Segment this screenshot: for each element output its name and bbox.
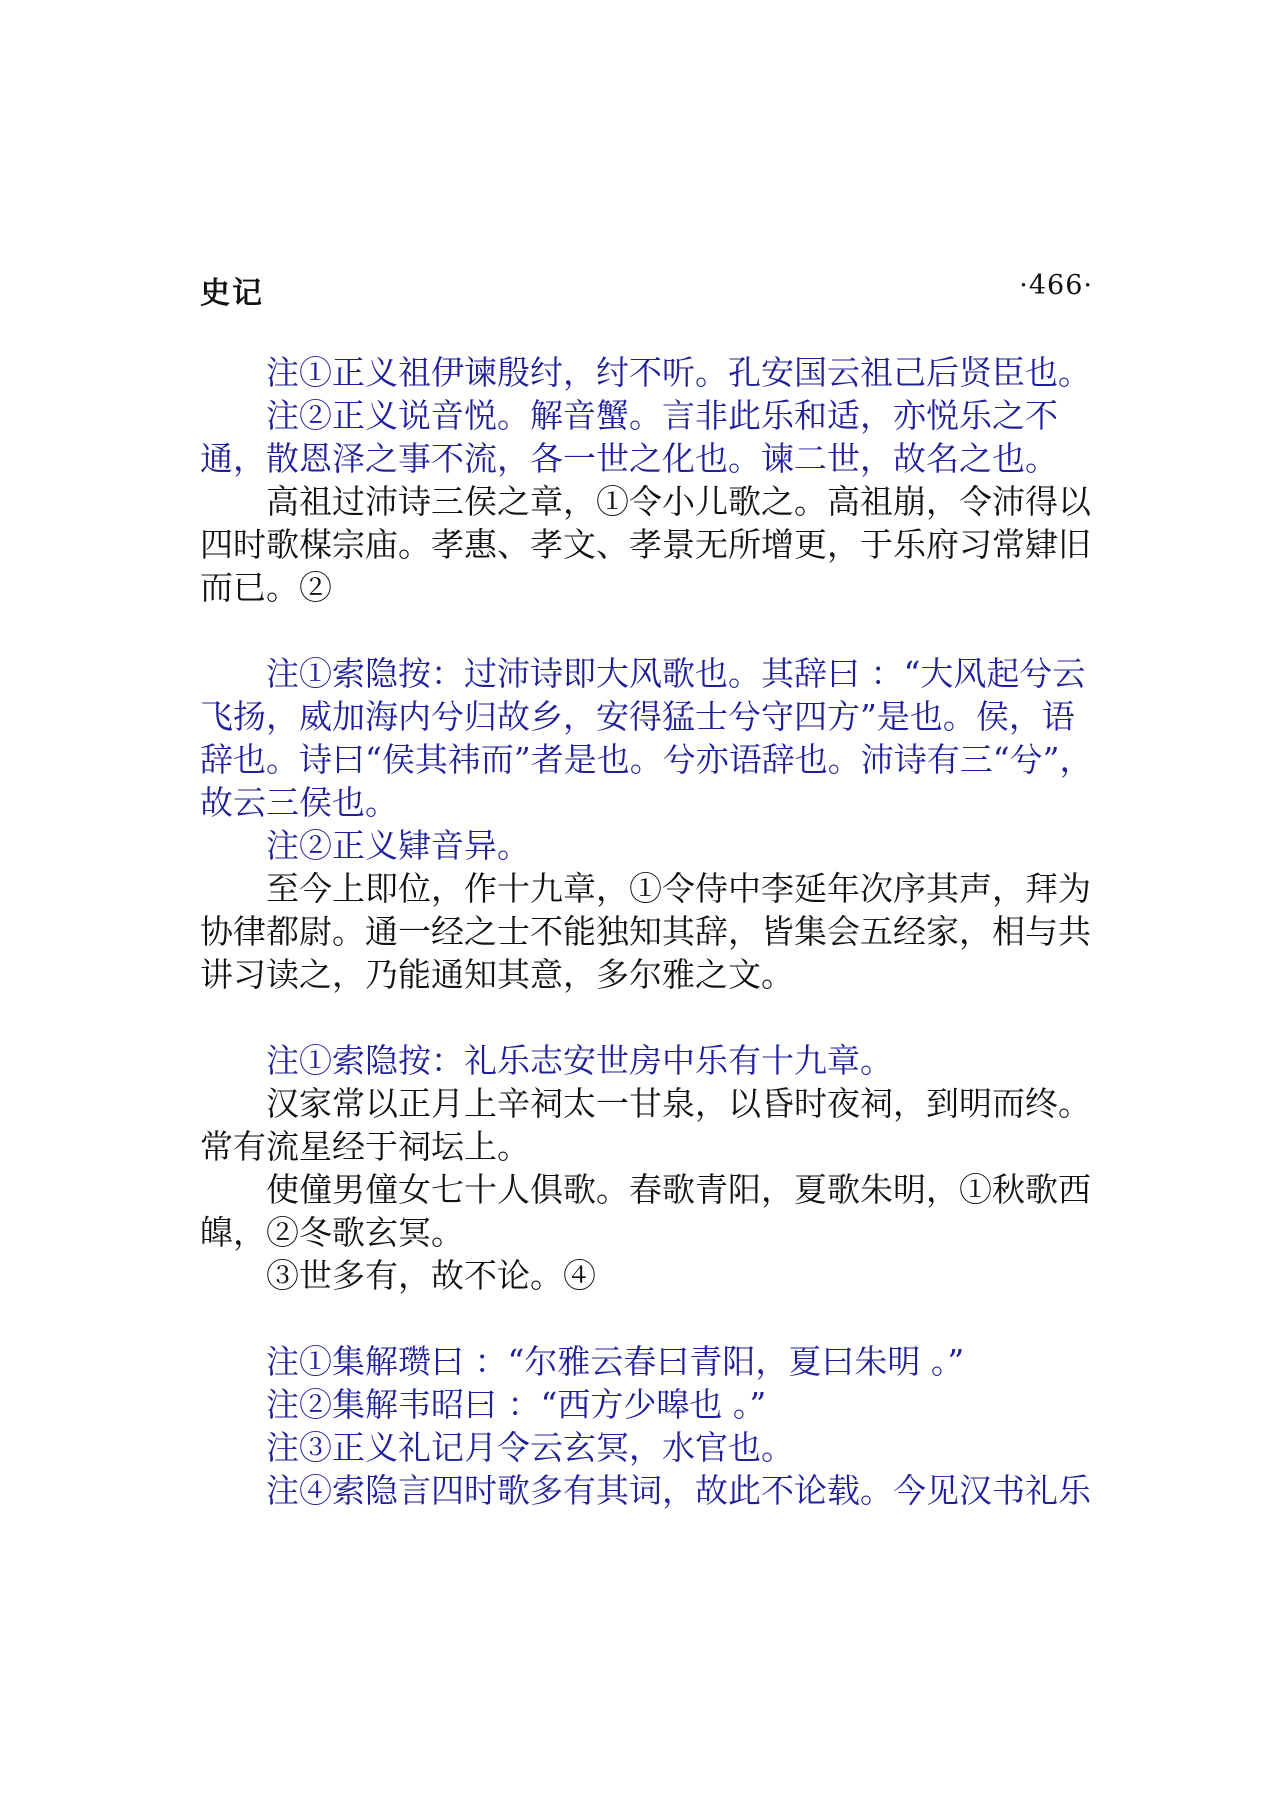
paragraph-gap bbox=[200, 1297, 1100, 1340]
annotation-paragraph: 注①索隐按：礼乐志安世房中乐有十九章。 bbox=[266, 1041, 893, 1080]
main-text-paragraph: ③世多有，故不论。④ bbox=[266, 1256, 596, 1295]
annotation-paragraph: 注②正义肄音异。 bbox=[266, 826, 530, 865]
annotation-paragraph: 注②集解韦昭曰 ：“西方少暤也 。” bbox=[266, 1385, 767, 1424]
page-number: ·466· bbox=[1019, 270, 1093, 301]
main-text-paragraph: 汉家常以正月上辛祠太一甘泉，以昏时夜祠，到明而终。常有流星经于祠坛上。 bbox=[200, 1084, 1091, 1166]
main-text-paragraph: 使僮男僮女七十人俱歌。春歌青阳，夏歌朱明，①秋歌西皥，②冬歌玄冥。 bbox=[200, 1170, 1091, 1252]
annotation-paragraph: 注①集解瓒曰 ：“尔雅云春曰青阳，夏曰朱明 。” bbox=[266, 1342, 965, 1381]
page-body bbox=[200, 351, 1100, 1512]
paragraph-gap bbox=[200, 996, 1100, 1039]
annotation-paragraph: 注①索隐按：过沛诗即大风歌也。其辞曰 ：“大风起兮云飞扬，威加海内兮归故乡，安得猛士兮守四方”是也。侯，语辞也。诗曰“侯其祎而”者是也。兮亦语辞也。沛诗有三“兮”，故云三侯也。 bbox=[200, 654, 1093, 822]
annotation-paragraph: 注④索隐言四时歌多有其词，故此不论载。今见汉书礼乐 bbox=[266, 1471, 1091, 1510]
book-title: 史记 bbox=[200, 276, 264, 311]
main-text-paragraph: 高祖过沛诗三侯之章，①令小儿歌之。高祖崩，令沛得以四时歌楳宗庙。孝惠、孝文、孝景无所增更，于乐府习常肄旧而已。② bbox=[200, 482, 1091, 607]
main-text-paragraph: 至今上即位，作十九章，①令侍中李延年次序其声，拜为协律都尉。通一经之士不能独知其辞，皆集会五经家，相与共讲习读之，乃能通知其意，多尔雅之文。 bbox=[200, 869, 1091, 994]
paragraph-gap bbox=[200, 609, 1100, 652]
annotation-paragraph: 注③正义礼记月令云玄冥，水官也。 bbox=[266, 1428, 794, 1467]
page-header bbox=[200, 268, 1093, 311]
annotation-paragraph: 注①正义祖伊谏殷纣，纣不听。孔安国云祖己后贤臣也。 bbox=[266, 353, 1091, 392]
annotation-paragraph: 注②正义说音悦。解音蟹。言非此乐和适，亦悦乐之不通，散恩泽之事不流，各一世之化也。谏二世，故名之也。 bbox=[200, 396, 1058, 478]
